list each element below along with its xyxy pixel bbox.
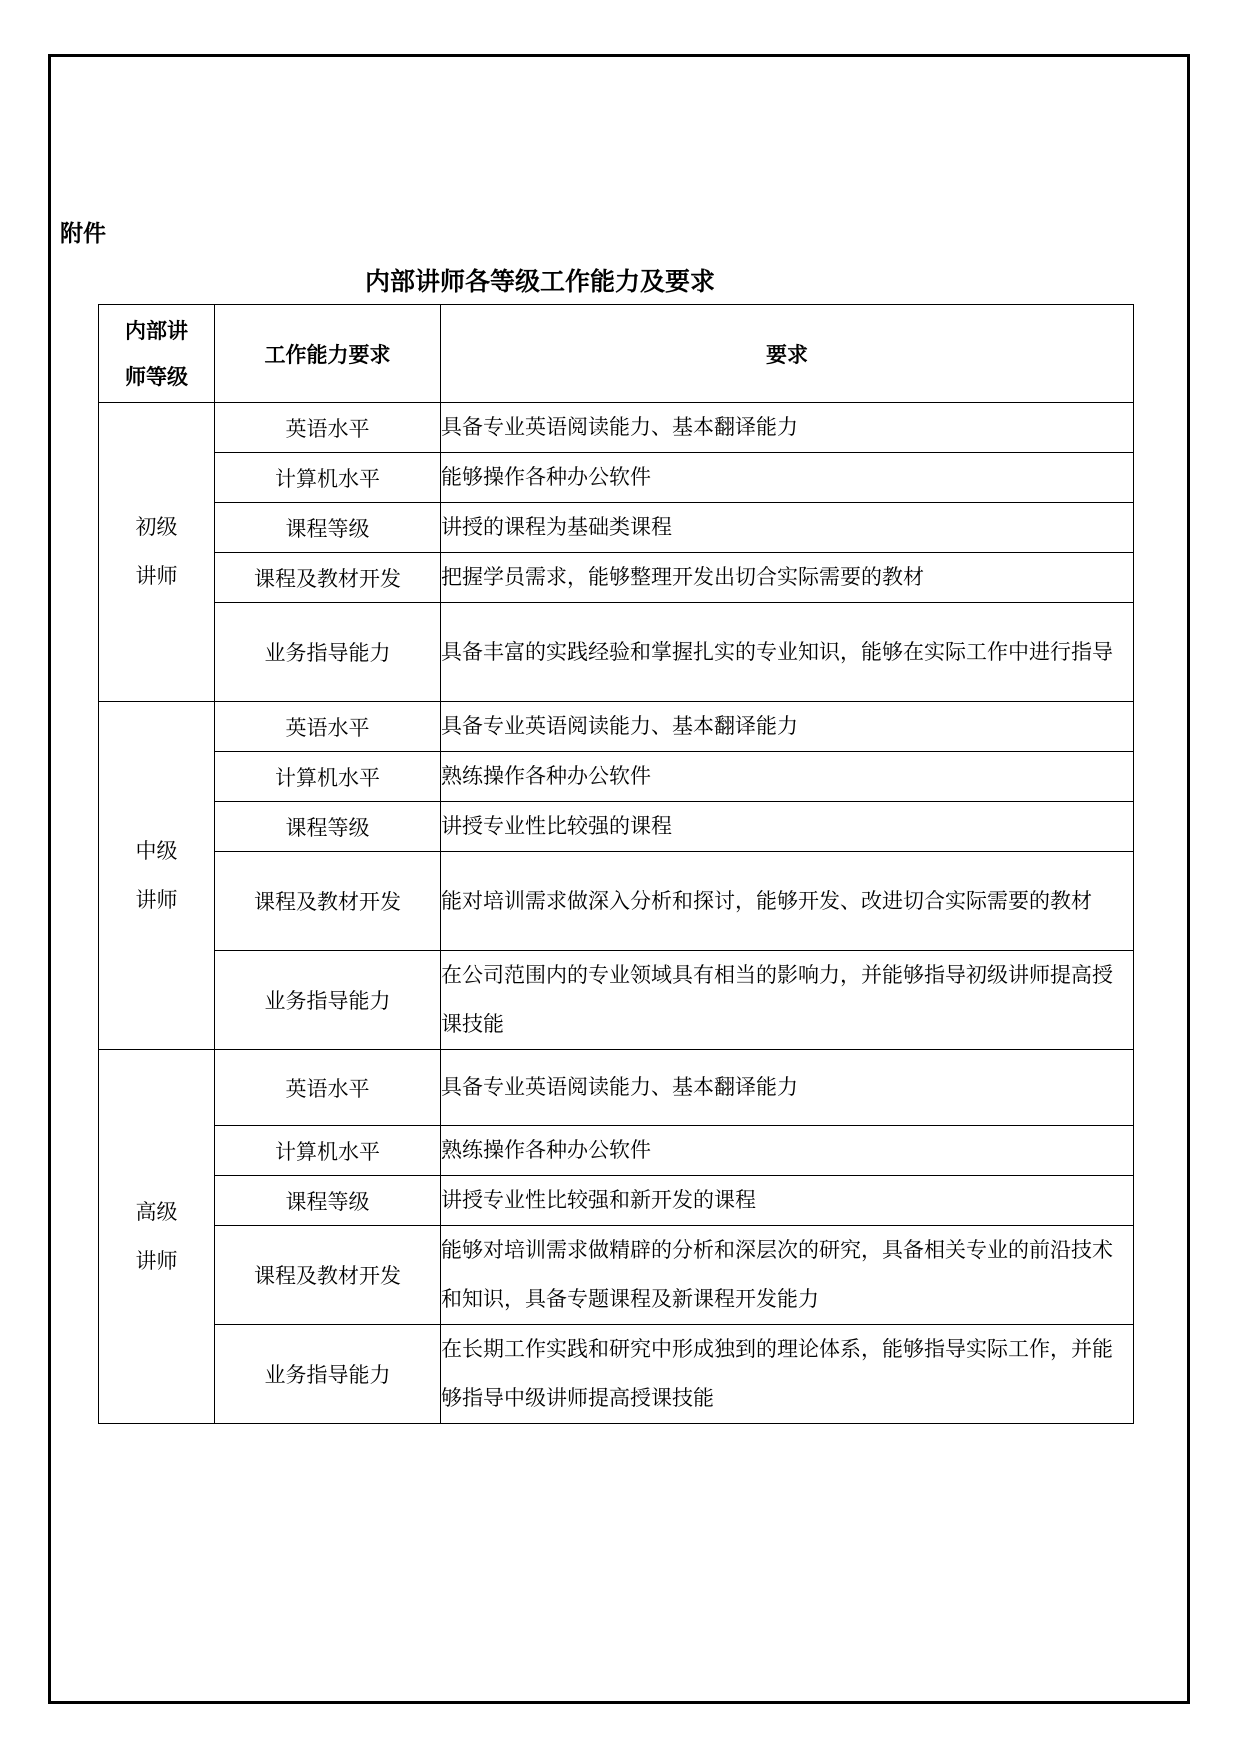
table-row: [99, 752, 1134, 802]
document-title: 内部讲师各等级工作能力及要求: [364, 267, 715, 296]
attachment-label: 附件: [60, 221, 106, 247]
header-level-line2: 师等级: [125, 364, 188, 389]
table-row: [99, 403, 1134, 453]
level-line1: 中级: [135, 838, 178, 863]
requirement-cell: 熟练操作各种办公软件: [441, 1126, 1134, 1176]
ability-cell: 计算机水平: [215, 752, 441, 802]
requirement-cell: 在公司范围内的专业领域具有相当的影响力，并能够指导初级讲师提高授课技能: [441, 951, 1134, 1050]
requirement-cell: 讲授专业性比较强和新开发的课程: [441, 1176, 1134, 1226]
ability-cell: 课程及教材开发: [215, 553, 441, 603]
header-requirement: 要求: [441, 305, 1134, 403]
table-row: [99, 1176, 1134, 1226]
header-ability: 工作能力要求: [215, 305, 441, 403]
header-level: [99, 305, 215, 403]
table-row: [99, 951, 1134, 1050]
table-row: [99, 1126, 1134, 1176]
level-line2: 讲师: [135, 887, 178, 912]
table-row: [99, 603, 1134, 702]
requirement-cell: 具备丰富的实践经验和掌握扎实的专业知识，能够在实际工作中进行指导: [441, 603, 1134, 702]
requirement-cell: 具备专业英语阅读能力、基本翻译能力: [441, 1050, 1134, 1126]
header-level-line1: 内部讲: [125, 318, 188, 343]
ability-cell: 计算机水平: [215, 1126, 441, 1176]
ability-cell: 英语水平: [215, 403, 441, 453]
ability-cell: 课程及教材开发: [215, 1226, 441, 1325]
requirement-cell: 能对培训需求做深入分析和探讨，能够开发、改进切合实际需要的教材: [441, 852, 1134, 951]
table-row: [99, 503, 1134, 553]
ability-cell: 业务指导能力: [215, 951, 441, 1050]
requirement-cell: 熟练操作各种办公软件: [441, 752, 1134, 802]
ability-cell: 业务指导能力: [215, 1325, 441, 1424]
ability-cell: 业务指导能力: [215, 603, 441, 702]
requirement-cell: 能够操作各种办公软件: [441, 453, 1134, 503]
level-line2: 讲师: [135, 1248, 178, 1273]
level-cell-senior: [99, 1050, 215, 1424]
requirement-cell: 把握学员需求，能够整理开发出切合实际需要的教材: [441, 553, 1134, 603]
ability-cell: 课程及教材开发: [215, 852, 441, 951]
table-row: [99, 802, 1134, 852]
table-row: [99, 453, 1134, 503]
requirement-cell: 讲授专业性比较强的课程: [441, 802, 1134, 852]
ability-cell: 课程等级: [215, 503, 441, 553]
level-cell-junior: [99, 403, 215, 702]
ability-cell: 英语水平: [215, 702, 441, 752]
table-row: [99, 553, 1134, 603]
requirements-table: [98, 304, 1134, 1424]
ability-cell: 课程等级: [215, 802, 441, 852]
table-row: [99, 702, 1134, 752]
requirement-cell: 在长期工作实践和研究中形成独到的理论体系，能够指导实际工作，并能够指导中级讲师提高授课技能: [441, 1325, 1134, 1424]
table-row: [99, 1050, 1134, 1126]
table-row: [99, 852, 1134, 951]
level-cell-intermediate: [99, 702, 215, 1050]
requirement-cell: 具备专业英语阅读能力、基本翻译能力: [441, 702, 1134, 752]
table-row: [99, 1325, 1134, 1424]
requirement-cell: 具备专业英语阅读能力、基本翻译能力: [441, 403, 1134, 453]
ability-cell: 计算机水平: [215, 453, 441, 503]
level-line1: 高级: [135, 1199, 178, 1224]
ability-cell: 英语水平: [215, 1050, 441, 1126]
level-line2: 讲师: [135, 564, 178, 588]
requirement-cell: 能够对培训需求做精辟的分析和深层次的研究，具备相关专业的前沿技术和知识，具备专题课程及新课程开发能力: [441, 1226, 1134, 1325]
table-header-row: [99, 305, 1134, 403]
ability-cell: 课程等级: [215, 1176, 441, 1226]
table-row: [99, 1226, 1134, 1325]
requirement-cell: 讲授的课程为基础类课程: [441, 503, 1134, 553]
level-line1: 初级: [135, 515, 178, 539]
